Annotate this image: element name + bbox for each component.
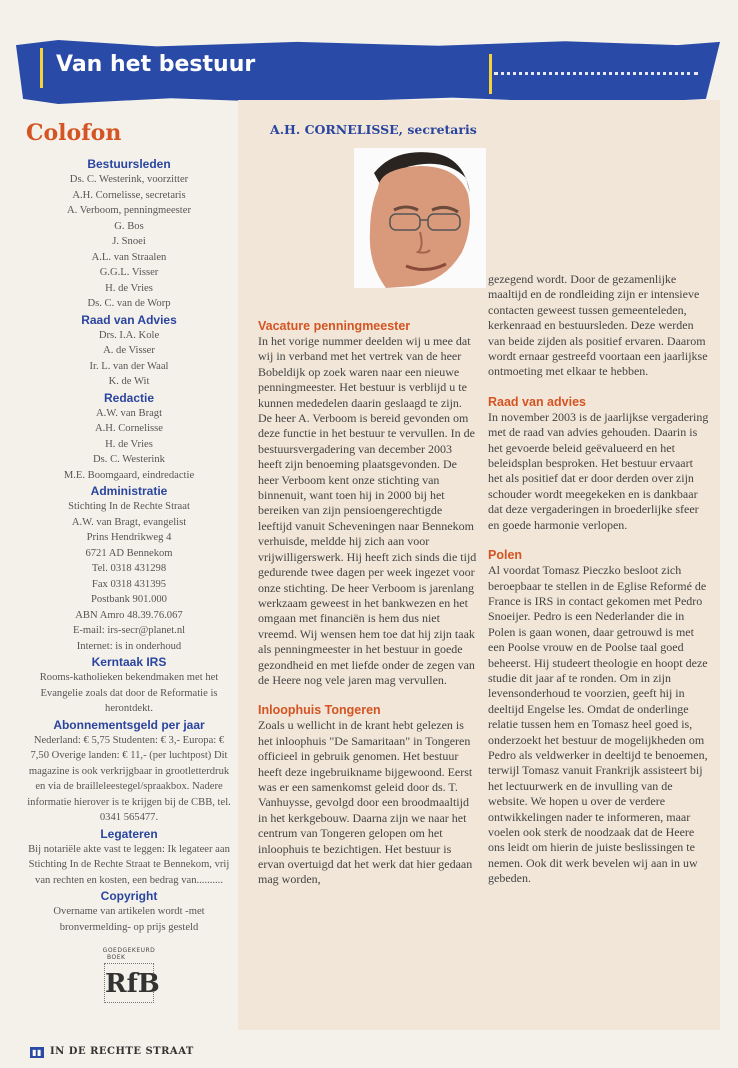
section-administratie: [26, 483, 232, 654]
section-heading: Raad van Advies: [81, 312, 177, 327]
article-author: A.H. CORNELISSE, secretaris: [270, 122, 477, 137]
list-item: Ds. C. Westerink: [93, 454, 165, 465]
footer: [30, 1046, 194, 1058]
list-item: H. de Vries: [105, 438, 153, 450]
article-heading: Raad van advies: [488, 394, 586, 409]
list-item: ABN Amro 48.39.76.067: [75, 609, 183, 621]
list-item: Drs. I.A. Kole: [98, 329, 160, 341]
page-title: Van het bestuur: [56, 52, 256, 77]
list-item: K. de Wit: [108, 376, 150, 387]
section-heading: Copyright: [100, 889, 158, 903]
article-paragraph: In november 2003 is de jaarlijkse vergadering met de raad van advies gehouden. Daarin is het gevoerde beleid geëvalueerd en het beleidsplan besproken. Het bestuur ervaart het als positief dat er door derden over zijn schouder wordt meegekeken en is dankbaar dat deze vergaderingen in broederlijke sfeer en goede harmonie verlopen.: [488, 409, 709, 532]
section-bestuursleden: [26, 156, 232, 312]
footer-publication-name: IN DE RECHTE STRAAT: [50, 1046, 194, 1057]
list-item: Fax 0318 431395: [91, 578, 167, 590]
list-item: A. Verboom, penningmeester: [67, 205, 191, 216]
portrait-photo: [354, 148, 486, 288]
section-copyright: [26, 888, 232, 935]
list-item: G.G.L. Visser: [99, 267, 159, 278]
section-kerntaak: [26, 654, 232, 717]
portrait-illustration: [354, 148, 486, 288]
section-heading: Redactie: [103, 390, 155, 405]
list-item: A.L. van Straalen: [91, 251, 167, 263]
banner-dotted-line: [494, 72, 698, 75]
list-item: Ir. L. van der Waal: [89, 360, 169, 372]
section-text: Rooms-katholieken bekendmaken met het Evangelie zoals dat door de Reformatie is herontdekt.: [39, 672, 219, 714]
colofon-column: [26, 120, 232, 1011]
article-paragraph: Al voordat Tomasz Pieczko besloot zich beroepbaar te stellen in de Eglise Reformé de France is IRS in contact gekomen met Pedro Snoeijer. Pedro is een Nederlander die in Polen is gaan wonen, daar getrouwd is met een Poolse vrouw en de Poolse taal goed beheerst. Hij studeert theologie en hoopt deze studie dit jaar af te ronden. Om in zijn levensonderhoud te voorzien, geeft hij in deeltijd Engelse les. Omdat de onderlinge relatie tussen hem en Tomasz heel goed is, onderzoekt het bestuur de mogelijkheden om Pedro als veldwerker in deeltijd te benoemen, terwijl Tomasz vanuit Frankrijk assisteert bij het lectuurwerk en de invulling van de website. We hopen u over de verdere ontwikkelingen nader te informeren, maar voelen ook sterk de noodzaak dat de Heere ons leidt om hierin de juiste beslissingen te nemen. Ook dit werk bevelen wij aan in uw gebeden.: [488, 563, 708, 886]
banner-accent-stripe: [489, 54, 492, 94]
list-item: Postbank 901.000: [91, 594, 167, 605]
section-redactie: [26, 390, 232, 484]
logo-mark: RfB: [104, 963, 154, 1003]
list-item: 6721 AD Bennekom: [85, 547, 173, 559]
article-column-left: [258, 318, 478, 888]
list-item: Stichting In de Rechte Straat: [68, 501, 190, 512]
list-item: Internet: is in onderhoud: [76, 640, 182, 652]
section-heading: Legateren: [100, 826, 158, 841]
article-column-right: [488, 272, 710, 887]
section-abonnementsgeld: [26, 717, 232, 826]
list-item: A. de Visser: [103, 345, 155, 356]
article-heading: Vacature penningmeester: [258, 319, 411, 333]
list-item: A.W. van Bragt, evangelist: [71, 516, 187, 528]
section-text: Overname van artikelen wordt -met bronvermelding- op prijs gesteld: [53, 906, 205, 933]
article-paragraph: In het vorige nummer deelden wij u mee dat wij in verband met het vertrek van de heer Bobeldijk op zoek waren naar een nieuwe penningmeester. Het bestuur is verblijd u te kunnen mededelen daarin geslaagd te zijn. De heer A. Verboom is bereid gevonden om deze functie in het bestuur te vervullen. In de bestuursvergadering van december 2003 heeft zijn benoeming plaatsgevonden. De heer Verboom kent onze stichting van binnenuit, want toen hij in 2000 bij het bereiken van zijn pensioengerechtigde leeftijd vanuit Scheveningen naar Bennekom verhuisde, meldde hij zich aan voor vrijwilligerswerk. Hij heeft zich sinds die tijd gedurende twee dagen per week ingezet voor onze stichting. De heer Verboom is jarenlang werkzaam geweest in het bankwezen en het omgaan met financiën is hem dus niet vreemd. Wij wensen hem toe dat hij zijn taak als penningmeester in het bestuur in goede gezondheid en met liefde onder de zegen van de Heere nog vele jaren mag vervullen.: [258, 334, 477, 687]
section-heading: Abonnementsgeld per jaar: [53, 717, 205, 732]
article-heading: Inloophuis Tongeren: [258, 703, 381, 718]
list-item: A.H. Cornelisse, secretaris: [72, 189, 186, 201]
list-item: A.W. van Bragt: [95, 407, 163, 419]
section-text: Bij notariële akte vast te leggen: Ik legateer aan Stichting In de Rechte Straat te Bennekom, vrij van rechten en kosten, een bedrag van..........: [28, 843, 230, 886]
article-heading: Polen: [488, 548, 523, 563]
list-item: G. Bos: [114, 220, 144, 232]
section-raad-van-advies: [26, 312, 232, 390]
section-heading: Bestuursleden: [87, 157, 171, 171]
article-paragraph: Zoals u wellicht in de krant hebt gelezen is het inloophuis "De Samaritaan" in Tongeren officieel in gebruik genomen. Het bestuur heeft deze ingebruikname bijgewoond. Eerst was er een samenkomst geleid door ds. T. Vanhuysse, gevolgd door een broodmaaltijd in het kerkgebouw. Daarna zijn we naar het centrum van Tongeren gelopen om het inloophuis te bezichtigen. Het bestuur is ervan overtuigd dat het werk dat hier gedaan mag worden,: [258, 718, 473, 887]
section-legateren: [26, 826, 232, 889]
banner-accent-bar: [40, 48, 43, 88]
email-address: E-mail: irs-secr@planet.nl: [72, 625, 186, 636]
section-heading: Kerntaak IRS: [91, 655, 167, 669]
book-icon: ▮▮: [30, 1047, 44, 1058]
list-item: Ds. C. Westerink, voorzitter: [69, 174, 189, 185]
approval-logo: [97, 947, 161, 1011]
colofon-title: Colofon: [26, 120, 122, 146]
logo-subcaption: BOEK: [107, 954, 126, 961]
logo-caption: GOEDGEKEURD: [102, 947, 156, 954]
list-item: M.E. Boomgaard, eindredactie: [63, 469, 195, 481]
list-item: J. Snoei: [112, 236, 146, 247]
section-heading: Administratie: [90, 484, 168, 498]
list-item: Prins Hendrikweg 4: [86, 532, 172, 543]
article-paragraph: gezegend wordt. Door de gezamenlijke maaltijd en de rondleiding zijn er intensieve contacten geweest tussen gemeenteleden, kerkenraad en bestuursleden. Deze werden van beide zijden als positief ervaren. Daarom wordt ernaar gestreefd voortaan een jaarlijkse ontmoeting met elkaar te hebben.: [488, 272, 708, 379]
list-item: Ds. C. van de Worp: [87, 298, 171, 309]
list-item: H. de Vries: [105, 282, 153, 294]
list-item: A.H. Cornelisse: [95, 423, 163, 434]
section-text: Nederland: € 5,75 Studenten: € 3,- Europa: € 7,50 Overige landen: € 11,- (per luchtpost) Dit magazine is ook verkrijgbaar in grootletterdruk en via de brailleleestegel/spraakbox. Nadere informatie hierover is te krijgen bij de CBB, tel. 0341 565477.: [27, 734, 231, 823]
list-item: Tel. 0318 431298: [91, 563, 167, 574]
